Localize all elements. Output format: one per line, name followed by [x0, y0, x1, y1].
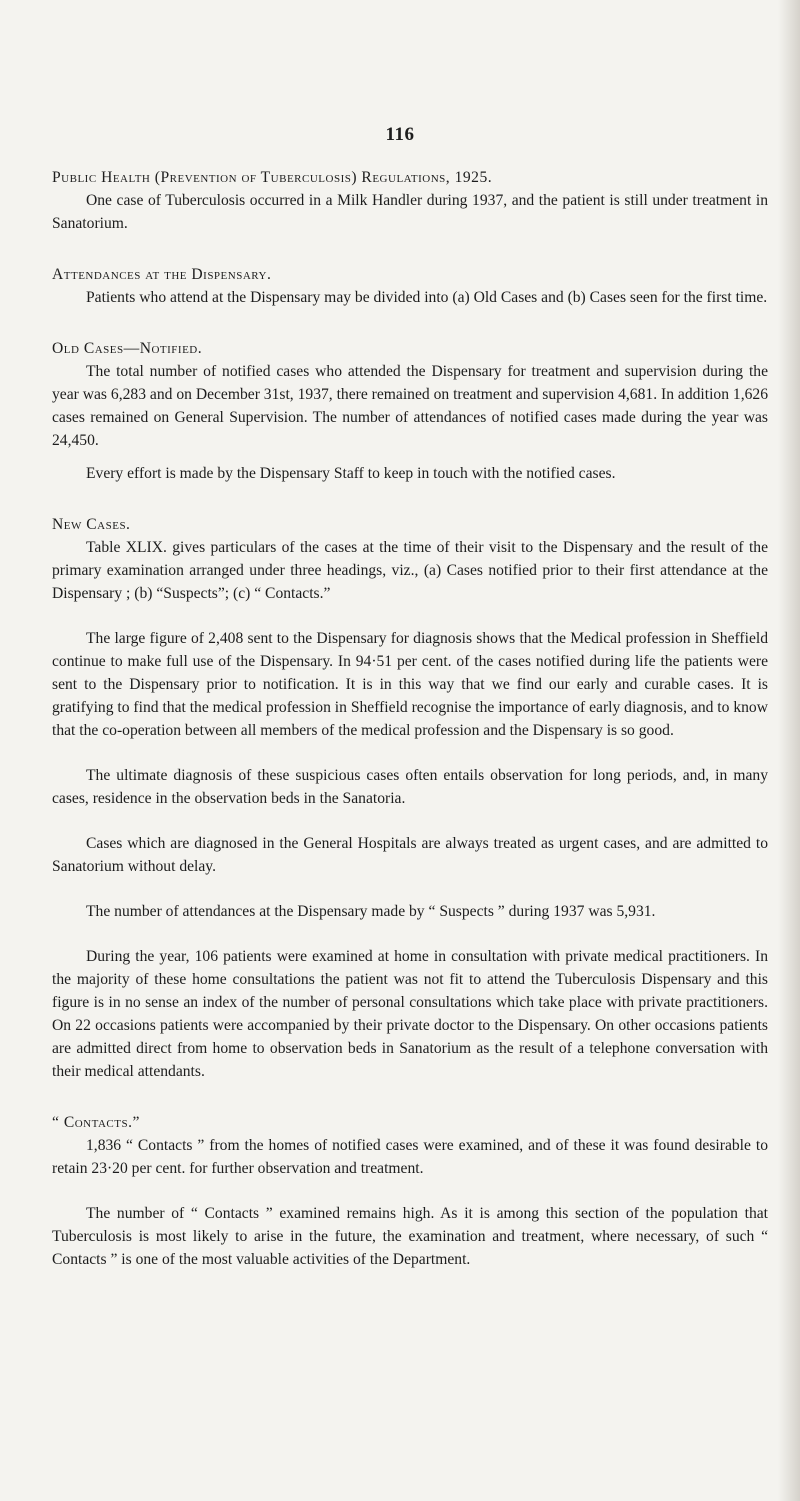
page-number: 116	[385, 124, 415, 145]
paragraph: The number of attendances at the Dispensary made by “ Suspects ” during 1937 was 5,931.	[86, 903, 656, 920]
paragraph: Every effort is made by the Dispensary Staff to keep in touch with the notified cases.	[86, 465, 616, 482]
paragraph: The total number of notified cases who attended the Dispensary for treatment and supervision during the year was 6,283 and on December 31st, 1937, there remained on treatment and supervision 4,681. In addition 1,626 cases remained on General Supervision. The number of attendances of notified cases made during the year was 24,450.	[52, 363, 768, 449]
page-edge-shadow	[778, 0, 800, 1501]
paragraph: The ultimate diagnosis of these suspicious cases often entails observation for long periods, and, in many cases, residence in the observation beds in the Sanatoria.	[52, 767, 768, 807]
paragraph: 1,836 “ Contacts ” from the homes of notified cases were examined, and of these it was found desirable to retain 23·20 per cent. for further observation and treatment.	[52, 1137, 768, 1177]
heading-old-cases: Old Cases—Notified.	[52, 340, 203, 357]
paragraph: One case of Tuberculosis occurred in a Milk Handler during 1937, and the patient is still under treatment in Sanatorium.	[52, 192, 768, 232]
paragraph: During the year, 106 patients were examined at home in consultation with private medical practitioners. In the majority of these home consultations the patient was not fit to attend the Tuberculosis Dispensary and this figure is in no sense an index of the number of personal consultations which take place with private practitioners. On 22 occasions patients were accompanied by their private doctor to the Dispensary. On other occasions patients are admitted direct from home to observation beds in Sanatorium as the result of a telephone conversation with their medical attendants.	[52, 948, 768, 1080]
paragraph: The number of “ Contacts ” examined remains high. As it is among this section of the population that Tuberculosis is most likely to arise in the future, the examination and treatment, where necessary, of such “ Contacts ” is one of the most valuable activities of the Department.	[52, 1205, 768, 1268]
heading-new-cases: New Cases.	[52, 516, 131, 533]
heading-contacts: “ Contacts.”	[52, 1114, 140, 1131]
paragraph: Cases which are diagnosed in the General Hospitals are always treated as urgent cases, and are admitted to Sanatorium without delay.	[52, 835, 768, 875]
paragraph: Patients who attend at the Dispensary may be divided into (a) Old Cases and (b) Cases seen for the first time.	[86, 289, 768, 306]
page-content	[52, 166, 768, 1271]
paragraph: Table XLIX. gives particulars of the cases at the time of their visit to the Dispensary and the result of the primary examination arranged under three headings, viz., (a) Cases notified prior to their first attendance at the Dispensary ; (b) “Suspects”; (c) “ Contacts.”	[52, 539, 768, 602]
paragraph: The large figure of 2,408 sent to the Dispensary for diagnosis shows that the Medical profession in Sheffield continue to make full use of the Dispensary. In 94·51 per cent. of the cases notified during life the patients were sent to the Dispensary prior to notification. It is in this way that we find our early and curable cases. It is gratifying to find that the medical profession in Sheffield recognise the importance of early diagnosis, and to know that the co-operation between all members of the medical profession and the Dispensary is so good.	[52, 630, 768, 739]
heading-attendances: Attendances at the Dispensary.	[52, 266, 272, 283]
heading-public-health: Public Health (Prevention of Tuberculosis) Regulations, 1925.	[52, 169, 493, 186]
